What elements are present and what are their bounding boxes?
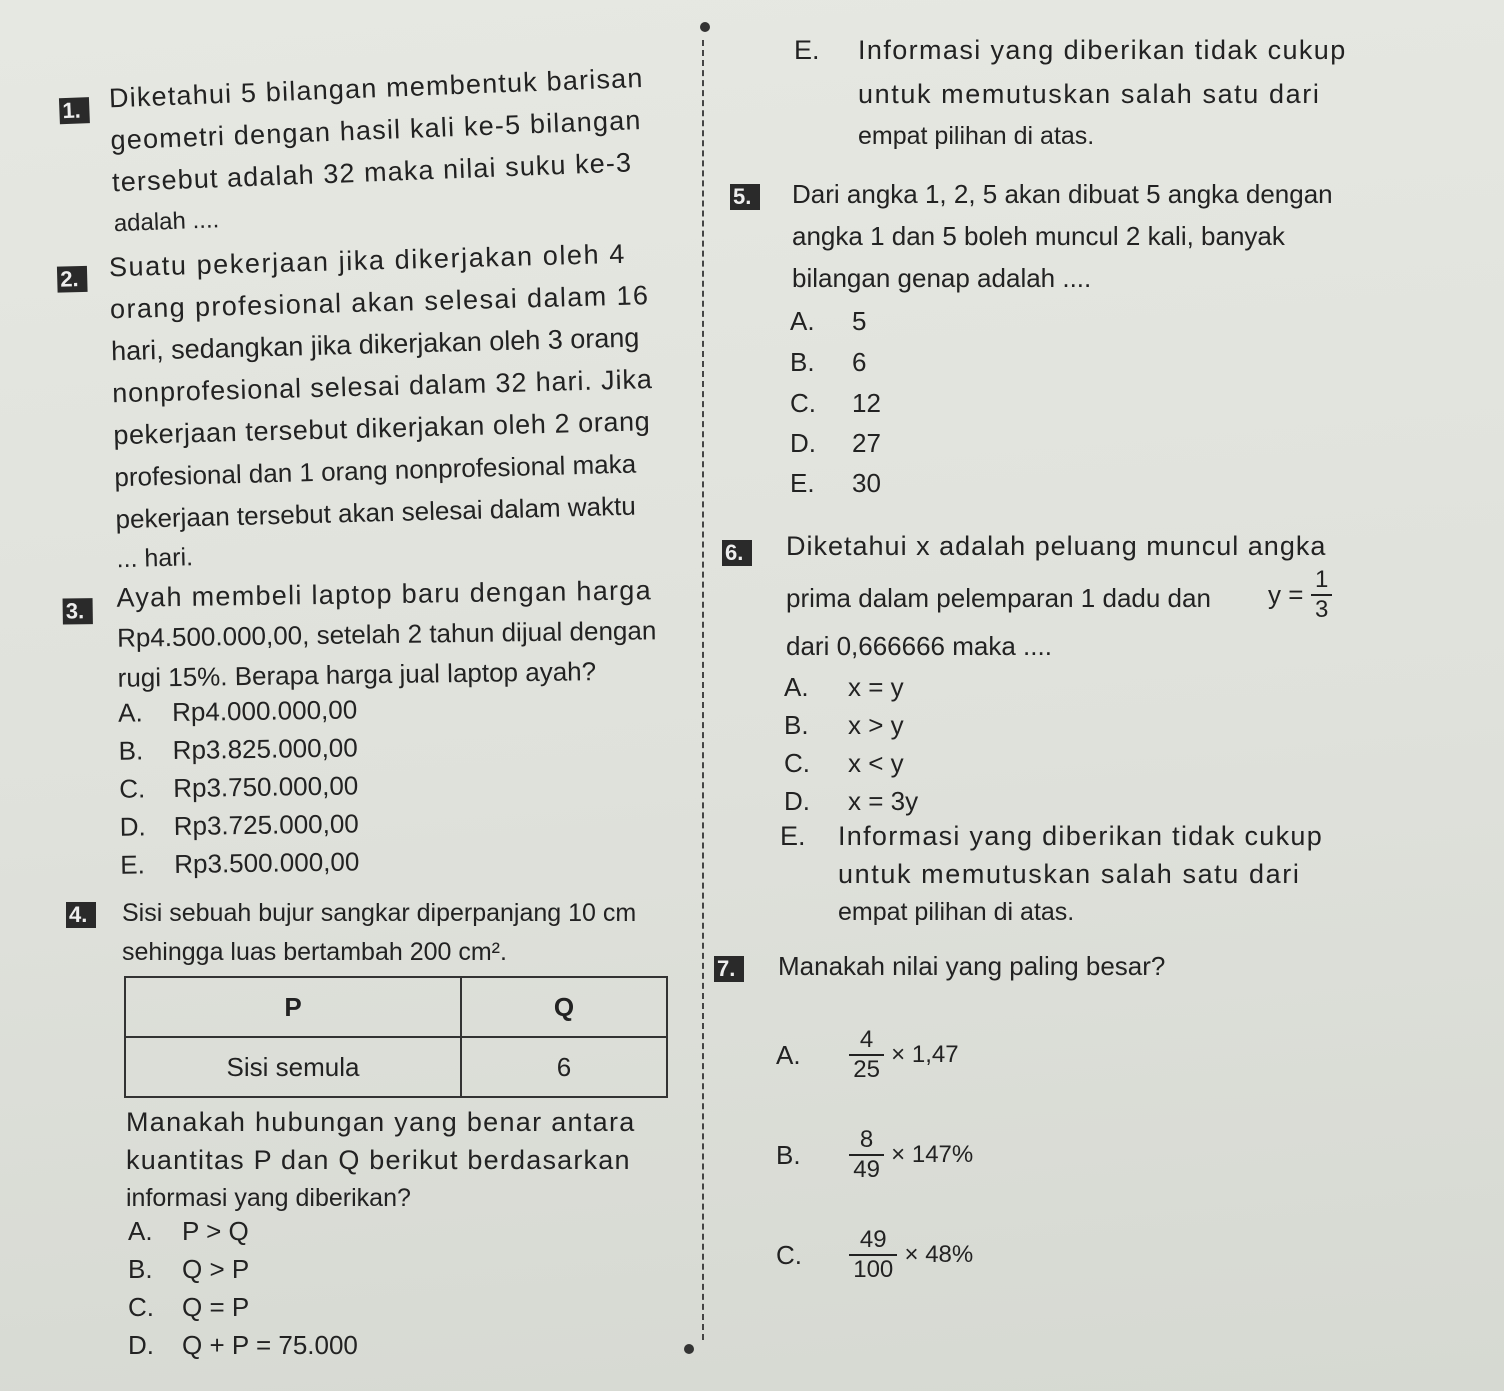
question-6-line: prima dalam pelemparan 1 dadu dan	[786, 583, 1211, 613]
question-3-option-c[interactable]	[119, 770, 358, 803]
y-fraction	[1311, 566, 1332, 624]
option-fraction	[849, 1126, 884, 1184]
option-multiplier: × 147%	[891, 1141, 974, 1168]
question-5-line: Dari angka 1, 2, 5 akan dibuat 5 angka dengan	[792, 179, 1333, 209]
question-3-option-e[interactable]	[120, 846, 359, 879]
fraction-denominator: 3	[1314, 596, 1329, 623]
divider-top-pin	[700, 22, 710, 32]
option-letter: D.	[790, 428, 816, 458]
fraction-denominator: 25	[853, 1056, 880, 1083]
question-5-option-b[interactable]	[790, 347, 866, 377]
question-6-line: Diketahui x adalah peluang muncul angka	[786, 531, 1327, 561]
question-2-line: Suatu pekerjaan jika dikerjakan oleh 4	[108, 238, 627, 283]
option-letter: C.	[784, 748, 810, 778]
option-text: untuk memutuskan salah satu dari	[858, 79, 1321, 109]
option-letter: B.	[128, 1254, 153, 1284]
option-text: Rp3.500.000,00	[174, 846, 360, 880]
question-4-option-a[interactable]	[128, 1216, 249, 1246]
option-text: Q = P	[182, 1292, 250, 1322]
option-text: x > y	[848, 710, 904, 740]
question-5-option-e[interactable]	[790, 468, 881, 498]
question-6-line: dari 0,666666 maka ....	[786, 631, 1052, 661]
fraction-denominator: 100	[853, 1256, 894, 1283]
question-2-number: 2.	[57, 266, 88, 293]
question-5-line: bilangan genap adalah ....	[792, 263, 1092, 293]
option-letter: A.	[790, 306, 815, 336]
option-letter: C.	[128, 1292, 154, 1322]
question-4-line: Sisi sebuah bujur sangkar diperpanjang 10 cm	[122, 899, 637, 927]
question-7-number: 7.	[714, 956, 744, 982]
question-4-option-b[interactable]	[128, 1254, 249, 1284]
option-multiplier: × 48%	[904, 1241, 974, 1268]
option-text: Rp4.000.000,00	[171, 694, 358, 728]
option-letter: C.	[790, 388, 816, 418]
fraction-numerator: 49	[849, 1226, 897, 1256]
question-7-option-b[interactable]	[776, 1126, 973, 1184]
question-1-line: geometri dengan hasil kali ke-5 bilangan	[110, 104, 643, 156]
question-6-option-b[interactable]	[784, 710, 904, 740]
option-text: Informasi yang diberikan tidak cukup	[858, 35, 1347, 65]
option-text: empat pilihan di atas.	[858, 122, 1095, 150]
question-2-line: nonprofesional selesai dalam 32 hari. Jika	[111, 364, 654, 409]
option-letter: E.	[120, 849, 146, 880]
fraction-numerator: 8	[849, 1126, 884, 1156]
question-2-line: orang profesional akan selesai dalam 16	[109, 280, 650, 325]
option-text: Rp3.825.000,00	[172, 732, 358, 766]
question-1-line: Diketahui 5 bilangan membentuk barisan	[108, 62, 645, 114]
question-6-option-c[interactable]	[784, 748, 904, 778]
table-header-p: P	[125, 977, 461, 1037]
option-letter: E.	[790, 468, 815, 498]
column-divider	[702, 40, 704, 1340]
question-3-number: 3.	[63, 598, 94, 624]
option-letter: D.	[119, 811, 146, 842]
option-letter: B.	[784, 710, 809, 740]
question-3-option-d[interactable]	[120, 808, 359, 841]
option-text: 30	[852, 468, 881, 498]
table-cell-p: Sisi semula	[125, 1037, 461, 1097]
question-1-line: tersebut adalah 32 maka nilai suku ke-3	[111, 147, 633, 198]
comparison-table	[124, 976, 668, 1098]
question-4-number: 4.	[66, 902, 96, 928]
option-fraction	[849, 1226, 897, 1284]
question-4-option-d[interactable]	[128, 1330, 358, 1360]
fraction-numerator: 4	[849, 1026, 884, 1056]
question-5-number: 5.	[730, 184, 760, 210]
question-3-line: Ayah membeli laptop baru dengan harga	[116, 575, 653, 613]
option-text: x = 3y	[848, 786, 919, 816]
question-7-line: Manakah nilai yang paling besar?	[778, 951, 1166, 981]
option-text: x = y	[848, 672, 904, 702]
question-1-line: adalah ....	[113, 206, 220, 238]
option-letter: A.	[784, 672, 809, 702]
question-5-option-c[interactable]	[790, 388, 881, 418]
option-fraction	[849, 1026, 884, 1084]
option-letter: E.	[780, 821, 806, 851]
option-text: Rp3.725.000,00	[173, 808, 359, 842]
question-3-line: Rp4.500.000,00, setelah 2 tahun dijual dengan	[116, 615, 657, 653]
option-multiplier: × 1,47	[891, 1041, 959, 1068]
divider-bottom-pin	[684, 1344, 694, 1354]
option-text: P > Q	[182, 1216, 249, 1246]
question-3-option-a[interactable]	[118, 694, 357, 727]
option-text: 5	[852, 306, 867, 336]
option-text: Q + P = 75.000	[182, 1330, 358, 1360]
question-3-option-b[interactable]	[118, 732, 357, 765]
question-6-option-d[interactable]	[784, 786, 918, 816]
question-5-option-a[interactable]	[790, 306, 866, 336]
option-letter: D.	[784, 786, 810, 816]
question-6-y-equation	[1268, 566, 1332, 624]
question-7-option-c[interactable]	[776, 1226, 973, 1284]
option-text: 12	[852, 388, 881, 418]
question-6-option-a[interactable]	[784, 672, 904, 702]
table-cell-q: 6	[461, 1037, 667, 1097]
option-letter: C.	[119, 773, 146, 804]
y-equals-label: y =	[1268, 579, 1304, 610]
question-5-line: angka 1 dan 5 boleh muncul 2 kali, banyak	[792, 221, 1285, 251]
question-5-option-d[interactable]	[790, 428, 881, 458]
question-6-number: 6.	[722, 540, 752, 566]
fraction-denominator: 49	[853, 1156, 880, 1183]
question-4-prompt: informasi yang diberikan?	[126, 1184, 411, 1212]
option-letter: C.	[776, 1239, 802, 1270]
question-1-number: 1.	[59, 97, 90, 124]
option-text: Q > P	[182, 1254, 250, 1284]
option-text: 6	[852, 347, 867, 377]
question-2-line: hari, sedangkan jika dikerjakan oleh 3 orang	[110, 322, 640, 367]
option-letter: A.	[776, 1039, 801, 1070]
question-2-line: ... hari.	[116, 543, 194, 574]
option-text: untuk memutuskan salah satu dari	[838, 859, 1301, 889]
question-4-line: sehingga luas bertambah 200 cm².	[122, 938, 507, 966]
question-4-option-c[interactable]	[128, 1292, 249, 1322]
option-text: x < y	[848, 748, 904, 778]
question-2-line: pekerjaan tersebut dikerjakan oleh 2 orang	[112, 406, 651, 451]
option-text: Informasi yang diberikan tidak cukup	[838, 821, 1324, 851]
option-letter: A.	[117, 697, 143, 728]
question-7-option-a[interactable]	[776, 1026, 959, 1084]
option-letter: B.	[790, 347, 815, 377]
option-letter: E.	[794, 35, 820, 65]
option-letter: D.	[128, 1330, 154, 1360]
option-letter: A.	[128, 1216, 153, 1246]
question-4-prompt: Manakah hubungan yang benar antara	[126, 1107, 636, 1137]
question-2-line: pekerjaan tersebut akan selesai dalam waktu	[115, 490, 637, 535]
option-letter: B.	[776, 1139, 801, 1170]
fraction-numerator: 1	[1311, 566, 1332, 596]
option-text: empat pilihan di atas.	[838, 898, 1075, 926]
question-2-line: profesional dan 1 orang nonprofesional maka	[114, 448, 637, 493]
option-letter: B.	[118, 735, 144, 766]
table-header-q: Q	[461, 977, 667, 1037]
option-text: 27	[852, 428, 881, 458]
question-4-prompt: kuantitas P dan Q berikut berdasarkan	[126, 1145, 631, 1175]
question-3-line: rugi 15%. Berapa harga jual laptop ayah?	[117, 656, 597, 693]
option-text: Rp3.750.000,00	[172, 770, 359, 804]
